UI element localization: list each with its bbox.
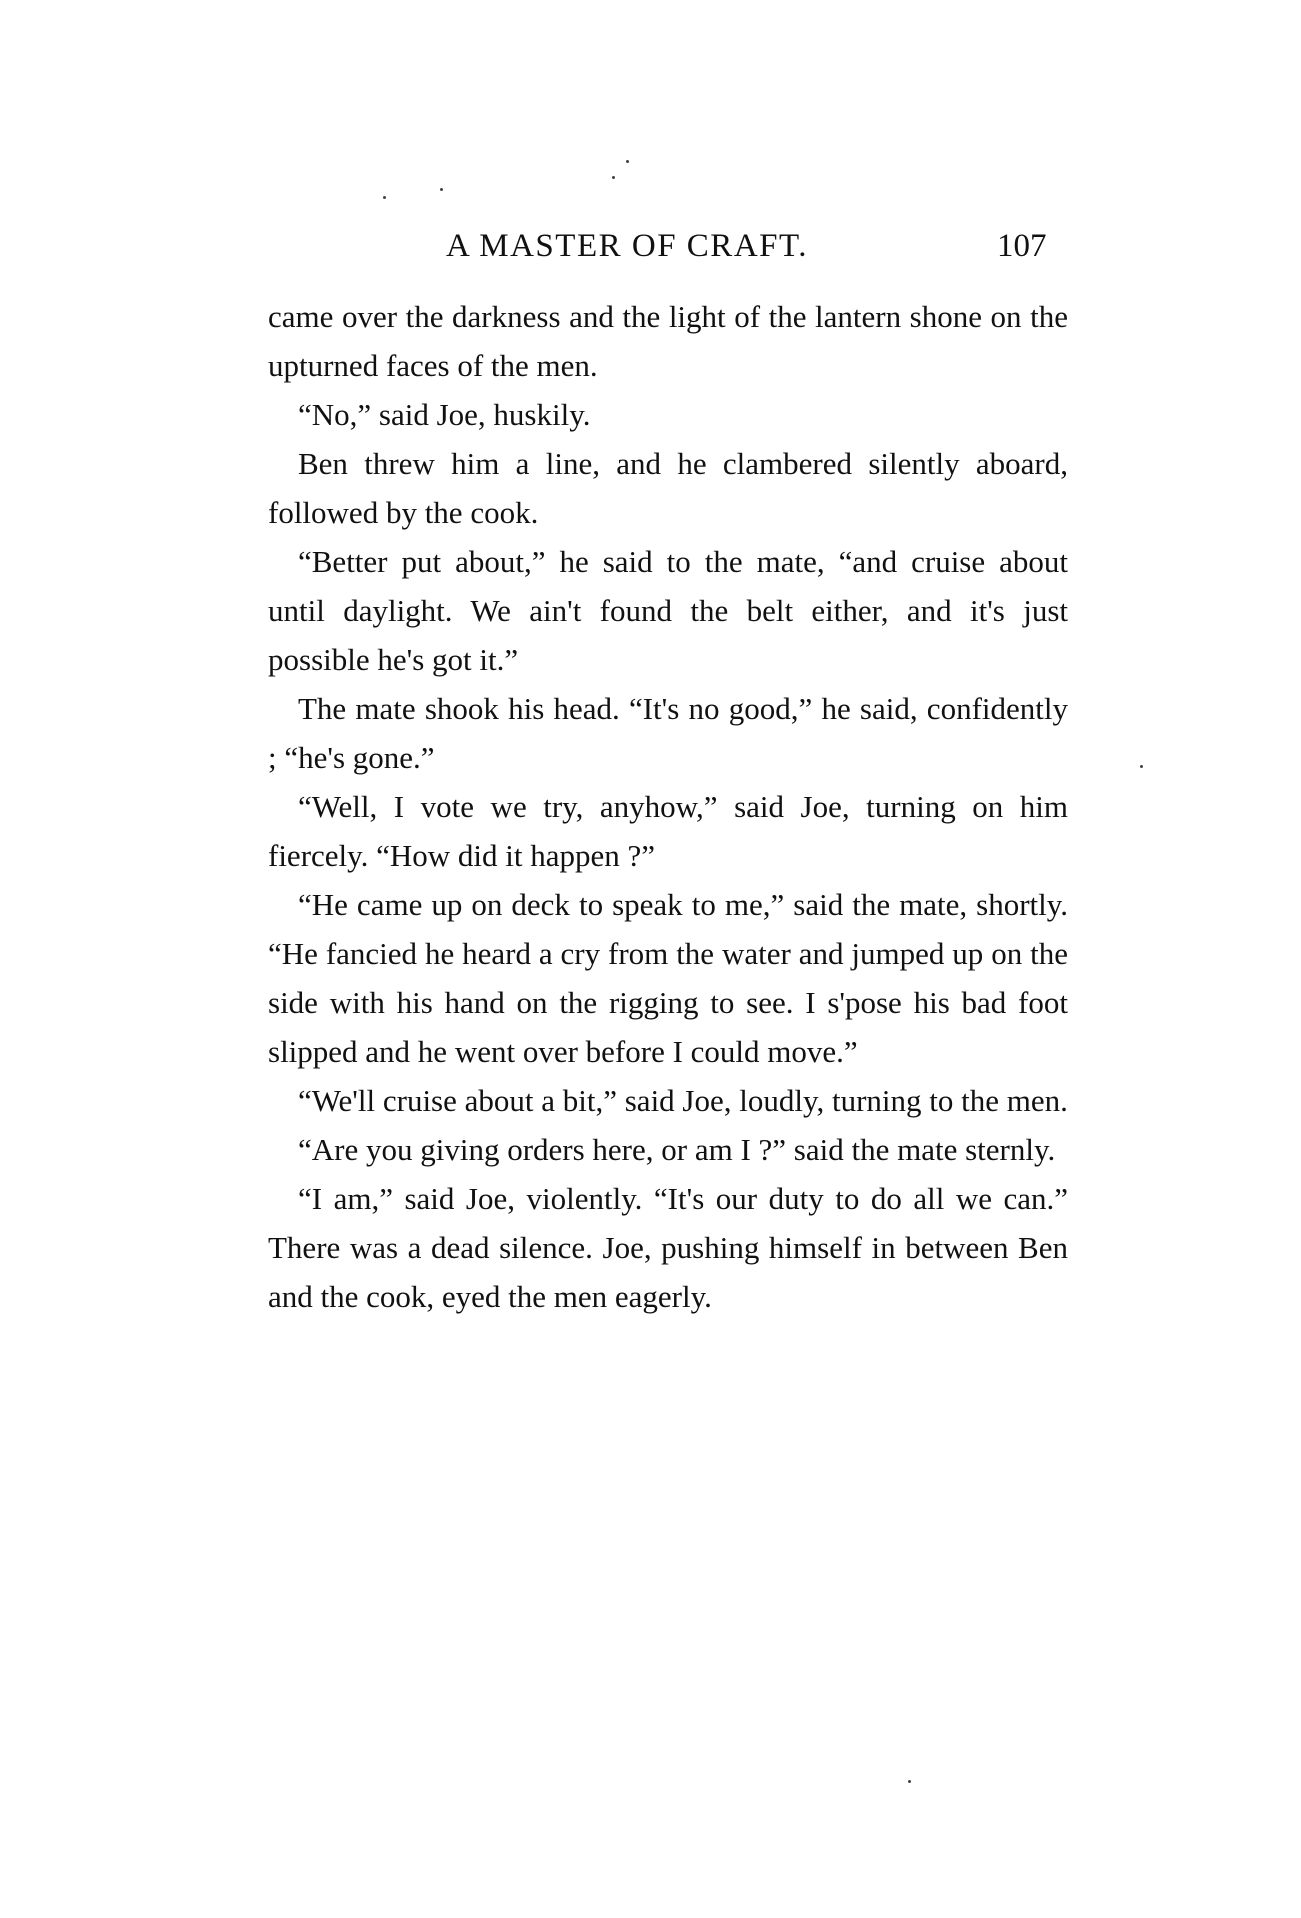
paragraph: “He came up on deck to speak to me,” said the mate, shortly. “He fancied he heard a cry from the water and jumped up on the side with his hand on the rigging to see. I s'pose his bad foot slipped and he went over before I could move.” xyxy=(268,887,1068,1069)
paragraph: came over the darkness and the light of the lantern shone on the upturned faces of the men. xyxy=(268,299,1068,383)
paragraph: “Better put about,” he said to the mate, “and cruise about until daylight. We ain't found the belt either, and it's just possible he's got it.” xyxy=(268,544,1068,677)
running-head xyxy=(268,228,1068,278)
running-title: A MASTER OF CRAFT. xyxy=(446,228,808,264)
scan-speck xyxy=(440,188,443,191)
paragraph: The mate shook his head. “It's no good,” he said, confidently ; “he's gone.” xyxy=(268,691,1068,775)
paragraph: “We'll cruise about a bit,” said Joe, loudly, turning to the men. xyxy=(298,1083,1068,1118)
scan-speck xyxy=(908,1780,911,1783)
scan-speck xyxy=(626,160,629,163)
page-number: 107 xyxy=(997,228,1047,264)
paragraph: “Well, I vote we try, anyhow,” said Joe, turning on him fiercely. “How did it happen ?” xyxy=(268,789,1068,873)
body-text xyxy=(268,292,1068,1321)
paragraph: “No,” said Joe, huskily. xyxy=(298,397,591,432)
scan-speck xyxy=(612,176,615,179)
paragraph: Ben threw him a line, and he clambered silently aboard, followed by the cook. xyxy=(268,446,1068,530)
scan-speck xyxy=(383,196,386,199)
paragraph: “Are you giving orders here, or am I ?” said the mate sternly. xyxy=(298,1132,1056,1167)
paragraph: “I am,” said Joe, violently. “It's our duty to do all we can.” There was a dead silence. Joe, pushing himself in between Ben and the cook, eyed the men eagerly. xyxy=(268,1181,1068,1314)
scan-speck xyxy=(1140,765,1143,768)
